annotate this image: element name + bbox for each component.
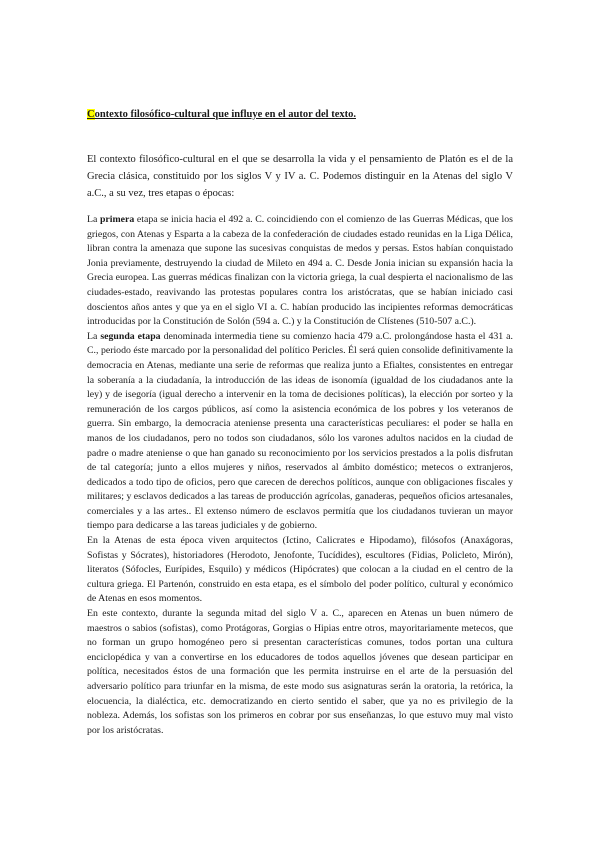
paragraph-text: etapa se inicia hacia el 492 a. C. coincidiendo con el comienzo de las Guerras Médicas, que los griegos, con Atenas y Esparta a la cabeza de la confederación de ciudades estado reunidas en la Liga Délica, libran contra la amenaza que supone las sucesivas conquistas de medos y persas. Estos habían conquistado Jonia previamente, destruyendo la ciudad de Mileto en 494 a. C. Desde Jonia inician su expansión hacia la Grecia europea. Las guerras médicas finalizan con la victoria griega, la cual despierta el nacionalismo de las ciudades-estado, reavivando las protestas populares contra los aristócratas, que se habían iniciado casi doscientos años antes y que ya en el siglo VI a. C. habían producido las incipientes reformas democráticas introducidas por la Constitución de Solón (594 a. C.) y la Constitución de Clístenes (510-507 a.C.). xyxy=(87,214,513,328)
paragraph-text: denominada intermedia tiene su comienzo hacia 479 a.C. prolongándose hasta el 431 a. C., periodo éste marcado por la personalidad del político Pericles. Él será quien consolide definitivamente la democracia en Atenas, mediante una serie de reformas que realiza junto a Efialtes, consistentes en entregar la soberanía a la ciudadanía, la introducción de las ideas de isonomía (igualdad de los ciudadanos ante la ley) y de isegoría (igual derecho a intervenir en la toma de decisiones políticas), la elección por sorteo y la remuneración de los cargos públicos, así como la asistencia económica de los pobres y los veteranos de guerra. Sin embargo, la democracia ateniense presenta una características peculiares: el poder se halla en manos de los ciudadanos, pero no todos son ciudadanos, sólo los varones adultos nacidos en la ciudad de padre o madre ateniense o que han ganado su reconocimiento por los servicios prestados a la polis disfrutan de tal categoría; junto a ellos mujeres y niños, reservados al ámbito doméstico; metecos o extranjeros, dedicados a todo tipo de oficios, pero que carecen de derechos políticos, aunque con obligaciones fiscales y militares; y esclavos dedicados a las tareas de producción agrícolas, ganaderas, pequeños oficios artesanales, comerciales y a las artes.. El extenso número de esclavos permitía que los ciudadanos tuvieran un mayor tiempo para dedicarse a las tareas judiciales y de gobierno. xyxy=(87,330,514,532)
paragraph-athens-culture: En la Atenas de esta época viven arquitectos (Ictino, Calicrates e Hipodamo), filósofos (Anaxágoras, Sofistas y Sócrates), historiadores (Herodoto, Jenofonte, Tucídides), escultores (Fidias, Policleto, Mirón), literatos (Sófocles, Eurípides, Esquilo) y médicos (Hipócrates) que colocan a la ciudad en el centro de la cultura griega. El Partenón, construido en esta etapa, es el símbolo del poder político, cultural y económico de Atenas en esos momentos. xyxy=(87,535,513,605)
paragraph-lead: La xyxy=(87,330,101,342)
bold-term: primera xyxy=(99,214,135,225)
paragraph-sophists: En este contexto, durante la segunda mitad del siglo V a. C., aparecen en Atenas un buen número de maestros o sabios (sofistas), como Protágoras, Gorgias o Hipias entre otros, mayoritariamente metecos, que no forman un grupo homogéneo pero si presentan características comunes, todos portan una cultura enciclopédica y van a convertirse en los educadores de todos aquellos jóvenes que desean participar en política, necesitados éstos de una formación que les permita instruirse en el arte de la persuasión del adversario político para triunfar en la misma, de este modo sus asignaturas serán la oratoria, la retórica, la elocuencia, la dialéctica, etc. democratizando en cierto sentido el saber, que ya no es privilegio de la nobleza. Además, los sofistas son los primeros en cobrar por sus enseñanzas, lo que estuvo muy mal visto por los aristócratas. xyxy=(87,608,513,736)
section-heading xyxy=(87,109,356,120)
body-text xyxy=(87,213,513,738)
highlighted-initial: C xyxy=(87,109,95,120)
paragraph-lead: La xyxy=(87,214,100,225)
paragraph-first-stage xyxy=(87,213,513,330)
bold-term: segunda etapa xyxy=(100,330,161,342)
intro-paragraph: El contexto filosófico-cultural en el que se desarrolla la vida y el pensamiento de Platón es el de la Grecia clásica, constituido por los siglos V y IV a. C. Podemos distinguir en la Atenas del siglo V a.C., a su vez, tres etapas o épocas: xyxy=(87,154,513,199)
paragraph-second-stage xyxy=(87,330,513,534)
heading-text: ontexto filosófico-cultural que influye en el autor del texto. xyxy=(94,109,356,120)
